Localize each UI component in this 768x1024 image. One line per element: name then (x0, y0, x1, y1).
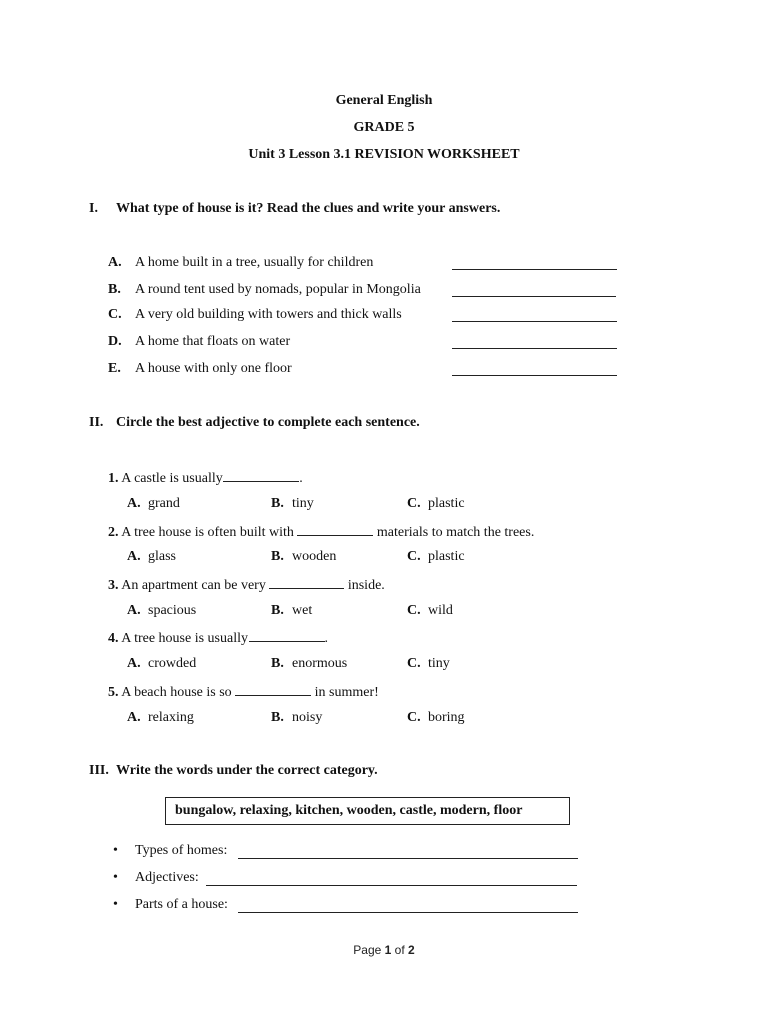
option-4a[interactable] (127, 656, 196, 672)
section-1-number: I. (89, 201, 98, 216)
section-2-number: II. (89, 415, 104, 430)
option-3b[interactable] (271, 603, 312, 619)
option-text: tiny (292, 496, 314, 511)
option-3c[interactable] (407, 603, 453, 619)
option-letter: A. (127, 603, 141, 618)
option-5c[interactable] (407, 710, 465, 726)
category-adjectives (113, 870, 199, 886)
option-1b[interactable] (271, 496, 314, 512)
option-letter: B. (271, 710, 284, 725)
clue-letter: B. (108, 282, 121, 297)
option-letter: C. (407, 496, 421, 511)
clue-letter: C. (108, 307, 122, 322)
option-letter: B. (271, 549, 284, 564)
question-3 (108, 576, 385, 594)
clue-text: A round tent used by nomads, popular in Mongolia (135, 282, 421, 297)
answer-line-c[interactable] (452, 321, 617, 322)
option-text: glass (148, 549, 176, 564)
clue-item-c (108, 307, 402, 323)
question-5 (108, 683, 379, 701)
question-text-after: inside. (347, 578, 385, 593)
question-number: 1. (108, 471, 119, 486)
option-letter: C. (407, 603, 421, 618)
clue-letter: E. (108, 361, 121, 376)
option-text: enormous (292, 656, 348, 671)
option-text: wild (428, 603, 453, 618)
option-letter: A. (127, 710, 141, 725)
answer-blank[interactable] (249, 629, 325, 642)
option-text: plastic (428, 549, 465, 564)
question-4 (108, 629, 328, 647)
option-text: boring (428, 710, 465, 725)
option-text: noisy (292, 710, 323, 725)
category-label: Types of homes: (135, 843, 228, 858)
section-1-instruction: What type of house is it? Read the clues and write your answers. (116, 201, 501, 216)
clue-letter: A. (108, 255, 122, 270)
option-text: spacious (148, 603, 197, 618)
clue-letter: D. (108, 334, 122, 349)
option-letter: B. (271, 496, 284, 511)
option-letter: C. (407, 549, 421, 564)
category-types-of-homes (113, 843, 227, 859)
bullet-icon: • (113, 870, 118, 885)
answer-blank[interactable] (269, 576, 344, 589)
option-2b[interactable] (271, 549, 336, 565)
question-text-after: . (324, 631, 328, 646)
question-text-before: A castle is usually (121, 471, 223, 486)
question-text-before: An apartment can be very (121, 578, 266, 593)
page-number-footer (0, 943, 768, 957)
option-letter: A. (127, 496, 141, 511)
clue-text: A house with only one floor (135, 361, 292, 376)
answer-line-b[interactable] (452, 296, 616, 297)
clue-text: A home built in a tree, usually for children (135, 255, 374, 270)
of-word: of (394, 943, 405, 957)
section-3-instruction: Write the words under the correct category. (116, 763, 378, 778)
option-text: relaxing (148, 710, 194, 725)
question-2 (108, 523, 534, 541)
question-text-before: A beach house is so (121, 685, 232, 700)
answer-line-a[interactable] (452, 269, 617, 270)
option-2a[interactable] (127, 549, 176, 565)
category-answer-line[interactable] (238, 912, 578, 913)
page-word: Page (353, 943, 382, 957)
option-text: wooden (292, 549, 337, 564)
question-text-after: . (299, 471, 303, 486)
option-letter: B. (271, 656, 284, 671)
question-number: 5. (108, 685, 119, 700)
clue-text: A very old building with towers and thick walls (135, 307, 402, 322)
option-letter: C. (407, 656, 421, 671)
bullet-icon: • (113, 843, 118, 858)
category-parts-of-house (113, 897, 228, 913)
category-label: Adjectives: (135, 870, 199, 885)
option-text: tiny (428, 656, 450, 671)
answer-blank[interactable] (223, 469, 299, 482)
category-label: Parts of a house: (135, 897, 228, 912)
option-text: crowded (148, 656, 197, 671)
clue-item-d (108, 334, 290, 350)
option-letter: B. (271, 603, 284, 618)
option-5b[interactable] (271, 710, 322, 726)
current-page: 1 (384, 943, 392, 957)
question-text-before: A tree house is often built with (121, 525, 294, 540)
option-5a[interactable] (127, 710, 194, 726)
course-title: General English (335, 93, 433, 108)
option-4b[interactable] (271, 656, 347, 672)
section-2-instruction: Circle the best adjective to complete each sentence. (116, 415, 420, 430)
section-3-number: III. (89, 763, 109, 778)
question-text-after: in summer! (314, 685, 379, 700)
option-letter: A. (127, 549, 141, 564)
option-text: plastic (428, 496, 465, 511)
section-1-heading (89, 201, 500, 217)
answer-line-d[interactable] (452, 348, 617, 349)
clue-item-a (108, 255, 373, 271)
clue-text: A home that floats on water (135, 334, 291, 349)
grade-title: GRADE 5 (353, 120, 415, 135)
option-letter: C. (407, 710, 421, 725)
category-answer-line[interactable] (206, 885, 577, 886)
option-1a[interactable] (127, 496, 180, 512)
option-3a[interactable] (127, 603, 196, 619)
question-number: 3. (108, 578, 119, 593)
clue-item-e (108, 361, 292, 377)
answer-line-e[interactable] (452, 375, 617, 376)
option-2c[interactable] (407, 549, 465, 565)
category-answer-line[interactable] (238, 858, 578, 859)
question-text-before: A tree house is usually (121, 631, 248, 646)
clue-item-b (108, 282, 421, 298)
option-text: grand (148, 496, 180, 511)
answer-blank[interactable] (297, 523, 373, 536)
total-pages: 2 (408, 943, 415, 957)
bullet-icon: • (113, 897, 118, 912)
option-letter: A. (127, 656, 141, 671)
option-text: wet (292, 603, 313, 618)
lesson-title: Unit 3 Lesson 3.1 REVISION WORKSHEET (248, 147, 520, 162)
question-text-after: materials to match the trees. (376, 525, 535, 540)
section-2-heading (89, 415, 420, 431)
word-bank: bungalow, relaxing, kitchen, wooden, castle, modern, floor (165, 797, 570, 825)
question-number: 4. (108, 631, 119, 646)
option-1c[interactable] (407, 496, 465, 512)
section-3-heading (89, 763, 378, 779)
answer-blank[interactable] (235, 683, 311, 696)
question-number: 2. (108, 525, 119, 540)
question-1 (108, 469, 303, 487)
option-4c[interactable] (407, 656, 450, 672)
